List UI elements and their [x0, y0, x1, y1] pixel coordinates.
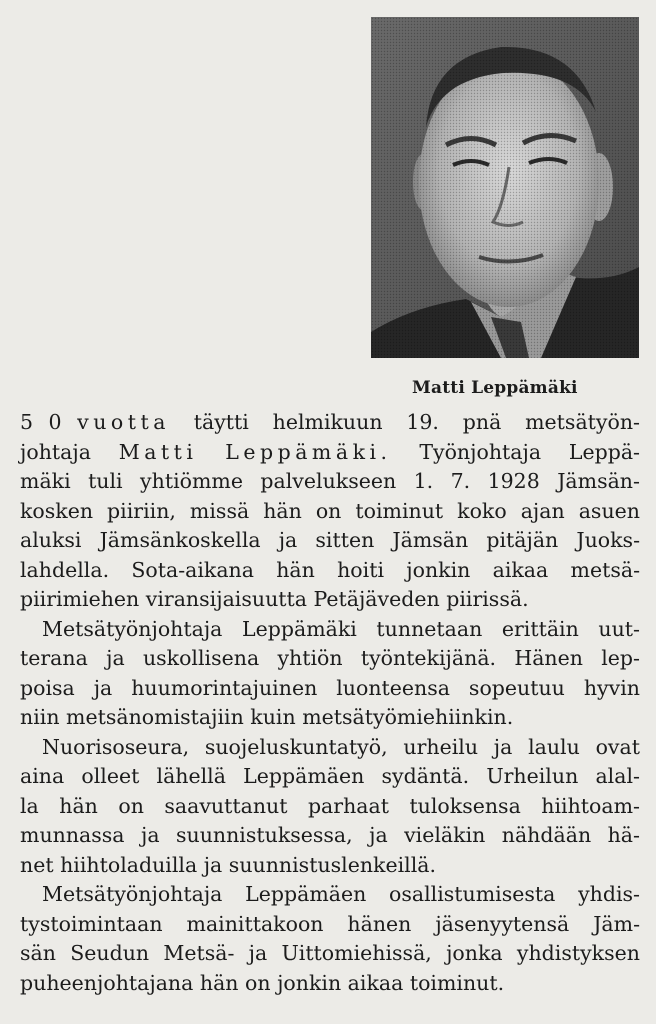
text-word: la — [20, 793, 39, 818]
text-word: terana — [20, 646, 88, 670]
text-word: ja — [369, 823, 388, 847]
text-word: Juoks- — [576, 528, 640, 552]
text-word: munnassa — [20, 823, 125, 847]
text-line — [20, 467, 640, 497]
text-line — [20, 821, 640, 851]
text-word: Seudun — [70, 941, 150, 965]
text-word: täytti — [193, 410, 249, 434]
text-word: sydäntä. — [381, 764, 470, 788]
text-word: Nuorisoseura, — [42, 734, 190, 759]
text-word: erittäin — [501, 616, 579, 641]
text-word: alal- — [595, 764, 640, 788]
text-word: parhaat — [307, 793, 389, 818]
text-word: ja — [278, 528, 298, 552]
text-line — [20, 792, 640, 822]
text-line — [20, 615, 640, 645]
text-word: hyvin — [583, 675, 640, 700]
text-word: Leppämäki — [241, 616, 357, 641]
text-word: hä- — [607, 823, 640, 847]
text-word: vieläkin — [404, 823, 486, 847]
text-word: Leppämäen — [245, 882, 367, 906]
text-word: Jämsän — [392, 528, 469, 552]
text-word: sän — [20, 941, 56, 965]
text-word: metsätyön- — [525, 410, 640, 434]
text-word: sopeutuu — [468, 675, 565, 700]
text-word: ovat — [595, 734, 640, 759]
text-word: lep- — [601, 646, 640, 670]
text-word: Leppä- — [568, 439, 640, 464]
text-line — [20, 969, 640, 999]
text-word: sitten — [315, 528, 375, 552]
text-word: Metsätyönjohtaja — [42, 882, 223, 906]
text-word: jonka — [446, 941, 503, 965]
text-word: luonteensa — [336, 675, 450, 700]
text-word: Matti — [118, 439, 198, 464]
text-word: pitäjän — [486, 528, 559, 552]
text-line — [20, 526, 640, 556]
text-word: saavuttanut — [164, 793, 288, 818]
text-line — [20, 438, 640, 468]
text-word: aina — [20, 764, 65, 788]
text-line — [20, 556, 640, 586]
text-line — [20, 733, 640, 763]
text-line — [20, 851, 640, 881]
text-word: mäki — [20, 469, 71, 493]
text-word: yhdistyksen — [516, 941, 640, 965]
text-word: hän — [59, 793, 98, 818]
text-word: hän — [276, 557, 315, 582]
text-word: Jäm- — [593, 911, 640, 936]
text-word: hoiti — [337, 557, 385, 582]
text-word: 5 0 vuotta — [20, 410, 170, 434]
text-line — [20, 408, 640, 438]
text-word: aikaa — [492, 557, 549, 582]
text-word: Leppämäen — [243, 764, 365, 788]
text-line — [20, 910, 640, 940]
portrait-illustration — [371, 17, 639, 358]
text-word: 19. — [406, 410, 439, 434]
text-word: Metsä- — [163, 941, 235, 965]
text-word: Jämsänkoskella — [99, 528, 261, 552]
text-word: ja — [93, 675, 113, 700]
portrait-photo — [371, 17, 639, 358]
text-word: lahdella. — [20, 557, 110, 582]
text-word: yhdis- — [578, 882, 640, 906]
text-word: hän — [263, 498, 302, 523]
text-word: Leppämäki. — [225, 439, 392, 464]
text-word: helmikuun — [272, 410, 383, 434]
text-word: hänen — [347, 911, 412, 936]
text-word: laulu — [528, 734, 580, 759]
text-word: niin metsänomistajiin kuin metsätyömiehiinkin. — [20, 705, 514, 729]
text-word: koko — [457, 498, 507, 523]
text-word: urheilu — [403, 734, 479, 759]
text-word: osallistumisesta — [389, 882, 556, 906]
text-word: suojeluskuntatyö, — [204, 734, 388, 759]
text-word: Hänen — [514, 646, 583, 670]
text-word: piiriin, — [107, 498, 176, 523]
text-word: yhtiömme — [140, 469, 243, 493]
photo-caption: Matti Leppämäki — [412, 378, 578, 398]
text-word: on — [118, 793, 144, 818]
text-word: Työnjohtaja — [419, 439, 542, 464]
text-word: on — [315, 498, 342, 523]
text-word: poisa — [20, 675, 75, 700]
text-word: tuli — [88, 469, 123, 493]
text-word: Sota-aikana — [131, 557, 254, 582]
text-word: hiihtoam- — [541, 793, 640, 818]
text-word: olleet — [81, 764, 140, 788]
text-line — [20, 703, 640, 733]
text-word: Metsätyönjohtaja — [42, 616, 223, 641]
text-line — [20, 880, 640, 910]
text-word: missä — [189, 498, 250, 523]
text-word: palvelukseen — [260, 469, 397, 493]
text-word: nähdään — [501, 823, 592, 847]
text-word: asuen — [578, 498, 640, 523]
text-word: suunnistuksessa, — [175, 823, 353, 847]
text-word: 1928 — [487, 469, 540, 493]
text-line — [20, 585, 640, 615]
text-word: johtaja — [20, 439, 91, 464]
text-word: pnä — [462, 410, 502, 434]
text-word: 1. — [413, 469, 434, 493]
text-word: mainittakoon — [186, 911, 324, 936]
text-word: ja — [493, 734, 513, 759]
text-word: tunnetaan — [376, 616, 483, 641]
text-word: metsä- — [570, 557, 640, 582]
text-word: ja — [140, 823, 160, 847]
text-word: puheenjohtajana hän on jonkin aikaa toiminut. — [20, 970, 505, 995]
text-word: tuloksensa — [409, 793, 521, 818]
text-word: huumorintajuinen — [131, 675, 318, 700]
text-word: piirimiehen viransijaisuutta Petäjäveden piirissä. — [20, 587, 529, 611]
text-word: kosken — [20, 498, 94, 523]
text-word: Urheilun — [486, 764, 579, 788]
text-line — [20, 674, 640, 704]
text-word: jonkin — [406, 557, 471, 582]
text-word: Uittomiehissä, — [281, 941, 432, 965]
article-body — [20, 408, 640, 998]
text-word: työntekijänä. — [360, 646, 497, 670]
text-word: uskollisena — [142, 646, 260, 670]
text-word: ja — [248, 941, 268, 965]
text-word: jäsenyytensä — [435, 911, 570, 936]
text-word: net hiihtoladuilla ja suunnistuslenkeillä. — [20, 852, 437, 877]
text-line — [20, 644, 640, 674]
text-line — [20, 497, 640, 527]
text-word: toiminut — [355, 498, 444, 523]
text-word: ja — [106, 646, 125, 670]
text-line — [20, 762, 640, 792]
text-line — [20, 939, 640, 969]
text-word: aluksi — [20, 528, 82, 552]
text-word: tystoimintaan — [20, 911, 163, 936]
text-word: 7. — [450, 469, 471, 493]
text-word: ajan — [520, 498, 565, 523]
text-word: lähellä — [156, 764, 226, 788]
text-word: uut- — [598, 616, 640, 641]
text-word: Jämsän- — [557, 469, 640, 493]
text-word: yhtiön — [277, 646, 343, 670]
